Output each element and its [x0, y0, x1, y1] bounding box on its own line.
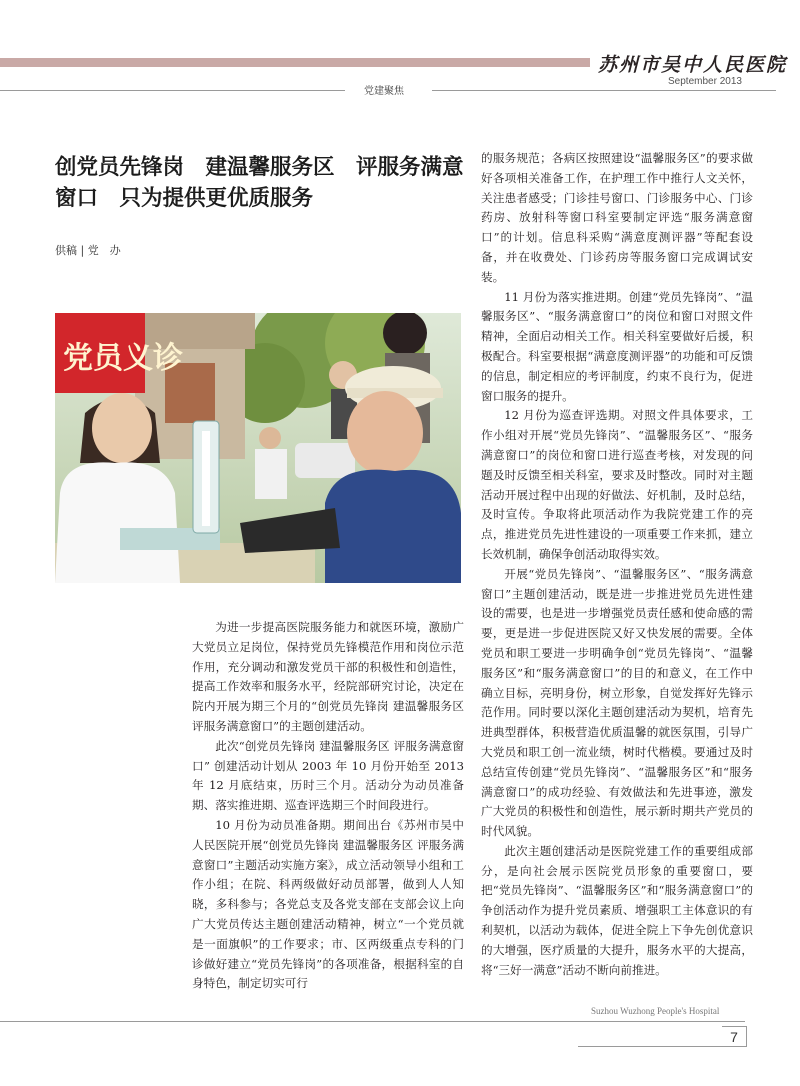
photo-illustration	[55, 313, 461, 583]
photo-banner-text: 党员义诊	[63, 341, 183, 376]
body-paragraph: 12 月份为巡查评选期。对照文件具体要求，工作小组对开展“党员先锋岗”、“温馨服务区”、“服务满意窗口”的岗位和窗口进行巡查考核，对发现的问题及时反馈至相关科室，要求及时整改。同时对主题活动开展过程中出现的好做法、好机制，及时总结，及时宣传。争取将此项活动作为我院党建工作的亮点，推进党员先进性建设的一项重要工作来抓，建立长效机制，确保争创活动取得实效。	[481, 408, 753, 561]
article-title: 创党员先锋岗 建温馨服务区 评服务满意窗口 只为提供更优质服务	[55, 155, 464, 211]
header-divider-left	[0, 90, 345, 91]
section-label: 党建聚焦	[364, 86, 404, 97]
body-paragraph-continuation: 的服务规范；各病区按照建设“温馨服务区”的要求做好各项相关准备工作，在护理工作中推行人文关怀，关注患者感受；门诊挂号窗口、门诊服务中心、门诊药房、放射科等窗口科室要制定评选“服务满意窗口”的计划。信息科采购“满意度测评器”等配套设备，并在收费处、门诊药房等服务窗口完成调试安装。	[481, 151, 753, 284]
body-paragraph: 10 月份为动员准备期。期间出台《苏州市吴中人民医院开展“创党员先锋岗 建温馨服务区 评服务满意窗口”主题活动实施方案》，成立活动领导小组和工作小组；在院、科两级做好动员部署，做到人人知晓，多科参与；各党总支及各党支部在支部会议上向广大党员传达主题创建活动精神，树立“一个党员就是一面旗帜”的工作要求；市、区两级重点专科的门诊做好建立“党员先锋岗”的各项准备，根据科室的自身特色，制定切实可行	[192, 817, 464, 991]
hospital-name: 苏州市吴中人民医院	[598, 54, 788, 76]
body-paragraph: 为进一步提高医院服务能力和就医环境，激励广大党员立足岗位，保持党员先锋模范作用和岗位示范作用，充分调动和激发党员干部的积极性和创造性，提高工作效率和服务水平，经院部研究讨论，决定在院内开展为期三个月的“创党员先锋岗 建温馨服务区 评服务满意窗口”的主题创建活动。	[192, 620, 464, 733]
article-photo	[55, 313, 461, 583]
footer-divider-bottom	[578, 1046, 746, 1047]
article-body-right-column	[481, 149, 753, 980]
header-divider-right	[432, 90, 776, 91]
body-paragraph: 开展“党员先锋岗”、“温馨服务区”、“服务满意窗口”主题创建活动，既是进一步推进党员先进性建设的需要，也是进一步增强党员责任感和使命感的需要，更是进一步促进医院又好又快发展的需要。全体党员和职工要进一步明确争创“党员先锋岗”、“温馨服务区”和“服务满意窗口”的目的和意义，在工作中确立目标，亮明身份，树立形象，自觉发挥好先锋示范作用。同时要以深化主题创建活动为契机，培育先进典型群体，积极营造优质温馨的就医氛围，引导广大党员和职工创一流业绩，树时代楷模。要通过及时总结宣传创建“党员先锋岗”、“温馨服务区”和“服务满意窗口”的成功经验、有效做法和先进事迹，激发广大党员的积极性和创造性，展示新时期共产党员的时代风貌。	[481, 566, 753, 839]
body-paragraph: 此次主题创建活动是医院党建工作的重要组成部分，是向社会展示医院党员形象的重要窗口，要把“党员先锋岗”、“温馨服务区”和“服务满意窗口”的争创活动作为提升党员素质、增强职工主体意识的有利契机，以活动为载体，促进全院上下争先创优意识的大增强，医疗质量的大提升，服务水平的大提高，将“三好一满意”活动不断向前推进。	[481, 843, 753, 977]
body-paragraph: 此次“创党员先锋岗 建温馨服务区 评服务满意窗口” 创建活动计划从 2003 年 10 月份开始至 2013 年 12 月底结束，历时三个月。活动分为动员准备期、落实推进期、巡查评选期三个时间段进行。	[192, 738, 464, 813]
header-decor-bar	[0, 58, 590, 67]
footer-divider	[0, 1021, 745, 1022]
issue-date: September 2013	[668, 76, 742, 87]
article-body-left-column	[192, 618, 464, 994]
footer-publication: Suzhou Wuzhong People's Hospital	[591, 1006, 720, 1016]
body-paragraph: 11 月份为落实推进期。创建“党员先锋岗”、“温馨服务区”、“服务满意窗口”的岗位和窗口对照文件精神，全面启动相关工作。相关科室要做好后援，积极配合。科室要根据“满意度测评器”的功能和可反馈的信息，制定相应的考评制度，约束不良行为，促进窗口服务的提升。	[481, 289, 753, 403]
page-number: 7	[722, 1026, 747, 1047]
article-byline: 供稿 | 党 办	[55, 244, 121, 257]
